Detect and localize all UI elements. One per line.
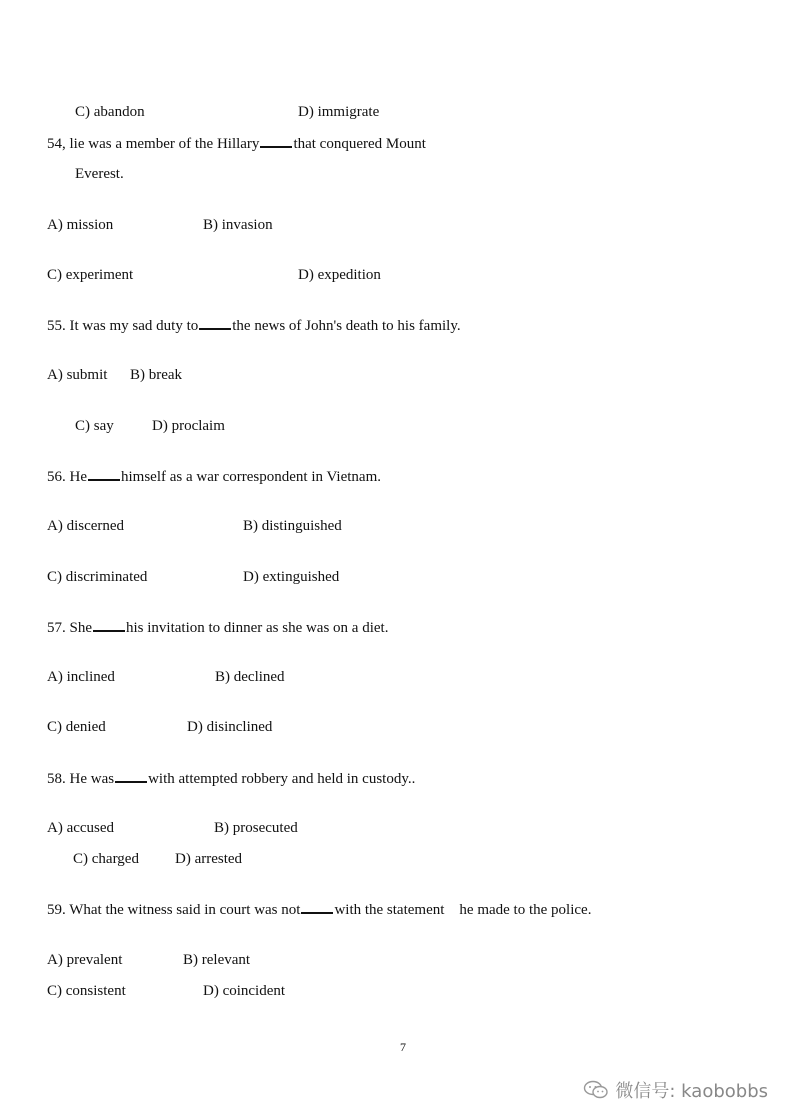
q56-option-c: C) discriminated [47, 569, 148, 585]
q59-option-c: C) consistent [47, 983, 126, 999]
answer-blank [115, 769, 147, 783]
q54-stem: 54, lie was a member of the Hillary that conquered Mount [47, 136, 426, 152]
q58-option-b: B) prosecuted [214, 820, 298, 836]
watermark-text: 微信号: kaobobbs [615, 1081, 768, 1102]
q57-option-b: B) declined [215, 669, 285, 685]
q55-stem: 55. It was my sad duty to the news of John's death to his family. [47, 318, 461, 334]
q57-option-a: A) inclined [47, 669, 115, 685]
wechat-icon [583, 1080, 609, 1100]
answer-blank [260, 134, 292, 148]
answer-blank [199, 316, 231, 330]
q59-option-d: D) coincident [203, 983, 286, 999]
q58-option-a: A) accused [47, 820, 115, 836]
q58-stem: 58. He was with attempted robbery and held in custody.. [47, 771, 416, 787]
q56-option-d: D) extinguished [243, 569, 340, 585]
q54-option-a: A) mission [47, 217, 114, 233]
q59-option-a: A) prevalent [47, 952, 123, 968]
q54-option-b: B) invasion [203, 217, 273, 233]
watermark [583, 1077, 768, 1103]
answer-blank [93, 618, 125, 632]
q55-option-d: D) proclaim [152, 418, 225, 434]
q58-option-c: C) charged [73, 851, 139, 867]
q56-option-a: A) discerned [47, 518, 125, 534]
q57-option-d: D) disinclined [187, 719, 273, 735]
q56-option-b: B) distinguished [243, 518, 342, 534]
page-number: 7 [400, 1040, 406, 1054]
q54-stem-continued: Everest. [75, 166, 124, 182]
q55-option-c: C) say [75, 418, 114, 434]
q53-option-d: D) immigrate [298, 104, 380, 120]
answer-blank [301, 900, 333, 914]
q58-option-d: D) arrested [175, 851, 243, 867]
q59-stem: 59. What the witness said in court was not with the statement he made to the police. [47, 902, 592, 918]
q55-option-a: A) submit [47, 367, 108, 383]
q53-option-c: C) abandon [75, 104, 145, 120]
q56-stem: 56. He himself as a war correspondent in Vietnam. [47, 469, 381, 485]
q55-option-b: B) break [130, 367, 183, 383]
q57-stem: 57. She his invitation to dinner as she was on a diet. [47, 620, 389, 636]
answer-blank [88, 467, 120, 481]
q59-option-b: B) relevant [183, 952, 251, 968]
q54-option-d: D) expedition [298, 267, 381, 283]
q57-option-c: C) denied [47, 719, 106, 735]
q54-option-c: C) experiment [47, 267, 134, 283]
